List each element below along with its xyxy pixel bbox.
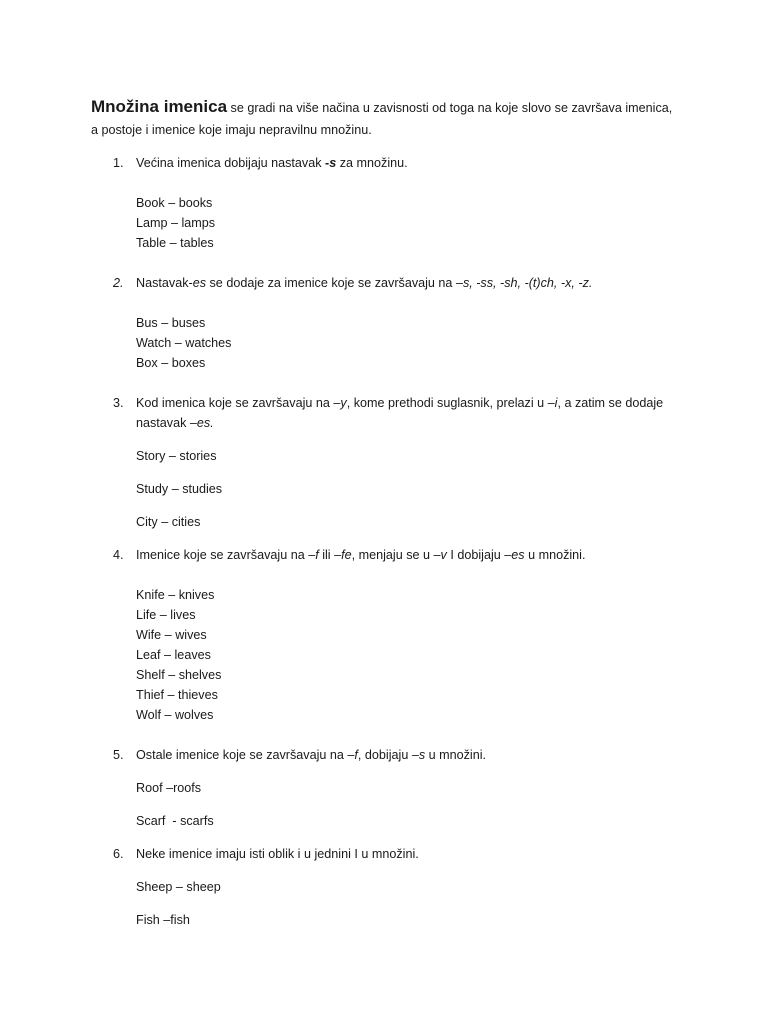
rule-6-example: Sheep – sheep <box>136 880 221 894</box>
rule-3-letter-i: i <box>554 396 558 410</box>
rule-3-text-e: , a zatim se dodaje <box>557 396 664 410</box>
rule-5-text-c: , dobijaju – <box>357 748 419 762</box>
rule-3-suffix: es. <box>196 416 214 430</box>
rule-1-example: Lamp – lamps <box>136 216 216 230</box>
rule-4-text-a: Imenice koje se završavaju na – <box>136 548 316 562</box>
rule-1-marker: 1. <box>113 156 124 170</box>
rule-4-example: Wolf – wolves <box>136 708 214 722</box>
rule-3-example: City – cities <box>136 515 201 529</box>
rule-3-text-f: nastavak – <box>136 416 197 430</box>
rule-4-letters-fe: fe <box>341 548 352 562</box>
rule-5-letter-f: f <box>354 748 358 762</box>
rule-5-example: Roof –roofs <box>136 781 202 795</box>
rule-3-example: Story – stories <box>136 449 217 463</box>
rule-3-letter-y: y <box>340 396 347 410</box>
rule-5-example: Scarf - scarfs <box>136 814 214 828</box>
rule-1-text <box>136 153 696 173</box>
rule-4-example: Shelf – shelves <box>136 668 222 682</box>
rule-2-text-c: se dodaje za imenice koje se završavaju na <box>206 276 456 290</box>
rule-6-marker: 6. <box>113 847 124 861</box>
rule-4-example: Wife – wives <box>136 628 207 642</box>
rule-3-text-a: Kod imenica koje se završavaju na – <box>136 396 341 410</box>
rule-5-text-a: Ostale imenice koje se završavaju na – <box>136 748 355 762</box>
rule-2-text <box>136 273 696 293</box>
rule-4-text-e: , menjaju se u – <box>351 548 441 562</box>
rule-2-marker: 2. <box>113 276 124 290</box>
rule-6-example: Fish –fish <box>136 913 190 927</box>
rule-4-example: Leaf – leaves <box>136 648 211 662</box>
rule-3-text-c: , kome prethodi suglasnik, prelazi u – <box>346 396 555 410</box>
rule-2-suffix: es <box>192 276 207 290</box>
rule-1-text-c: za množinu. <box>336 156 408 170</box>
rule-4-example: Knife – knives <box>136 588 215 602</box>
rule-3-marker: 3. <box>113 396 124 410</box>
rule-3-text <box>136 393 696 433</box>
intro-paragraph <box>91 96 701 141</box>
rule-2-text-a: Nastavak- <box>136 276 193 290</box>
rule-5-suffix: s <box>418 748 426 762</box>
rule-6-text: Neke imenice imaju isti oblik i u jednini I u množini. <box>136 847 419 861</box>
rule-5-text-e: u množini. <box>425 748 487 762</box>
rule-4-text-g: I dobijaju – <box>446 548 512 562</box>
rule-4-text-c: ili – <box>318 548 342 562</box>
rule-4-marker: 4. <box>113 548 124 562</box>
rule-4-letter-f: f <box>315 548 319 562</box>
rule-4-text <box>136 545 696 565</box>
rule-1-example: Book – books <box>136 196 213 210</box>
rule-2-example: Bus – buses <box>136 316 206 330</box>
rule-3-example: Study – studies <box>136 482 223 496</box>
rule-2-example: Box – boxes <box>136 356 206 370</box>
rule-4-example: Thief – thieves <box>136 688 218 702</box>
rule-4-suffix: es <box>511 548 525 562</box>
rule-4-example: Life – lives <box>136 608 196 622</box>
rule-5-marker: 5. <box>113 748 124 762</box>
rule-1-suffix: -s <box>325 156 337 170</box>
rule-1-text-a: Većina imenica dobijaju nastavak <box>136 156 326 170</box>
intro-line2: a postoje i imenice koje imaju nepravilnu množinu. <box>91 123 372 137</box>
rule-2-endings: –s, -ss, -sh, -(t)ch, -x, -z. <box>455 276 593 290</box>
rule-4-letter-v: v <box>440 548 447 562</box>
rule-4-text-i: u množini. <box>524 548 586 562</box>
rule-1-example: Table – tables <box>136 236 214 250</box>
rule-5-text <box>136 745 696 765</box>
intro-line1-rest: se gradi na više načina u zavisnosti od toga na koje slovo se završava imenica, <box>227 101 673 115</box>
document-title: Množina imenica <box>91 97 228 116</box>
rule-2-example: Watch – watches <box>136 336 232 350</box>
